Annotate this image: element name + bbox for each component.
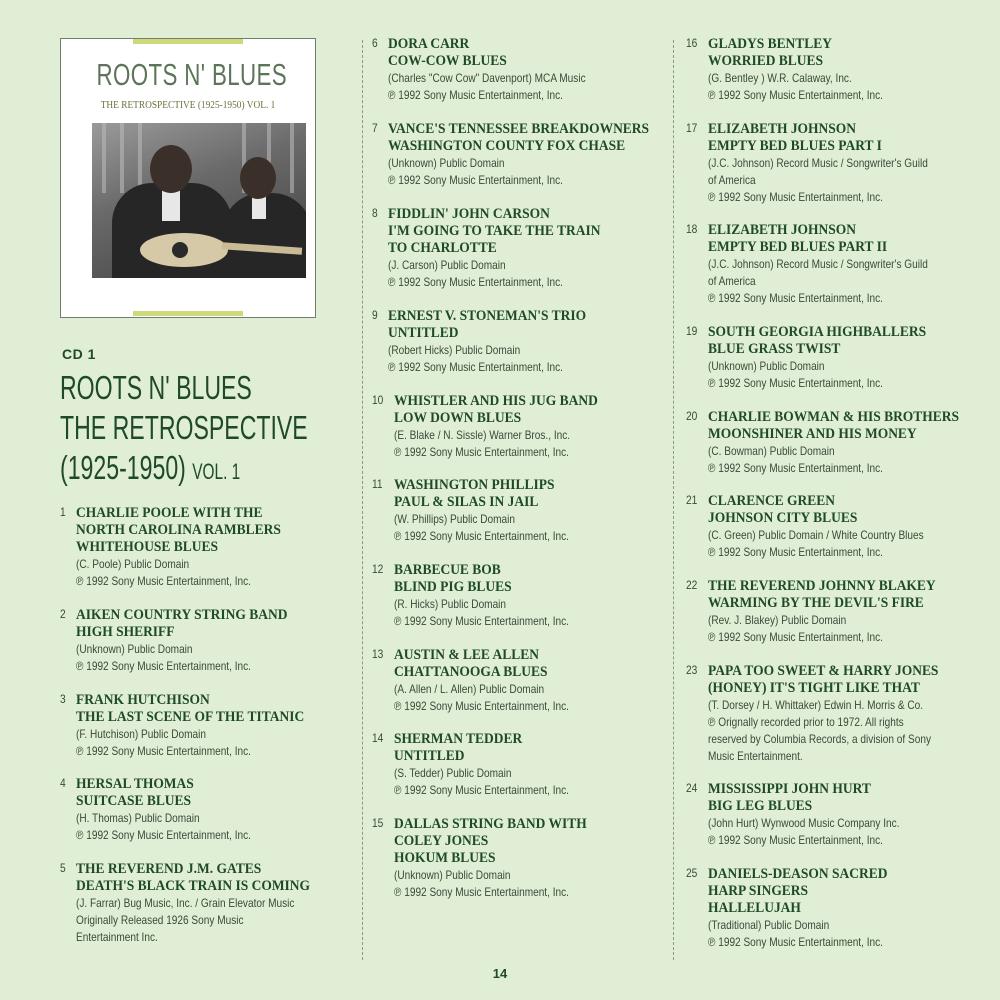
track-credit: (W. Phillips) Public Domain (394, 512, 515, 526)
track-credit: (A. Allen / L. Allen) Public Domain (394, 682, 545, 696)
track-artist: THE REVEREND J.M. GATES (76, 861, 262, 877)
track-number: 21 (686, 493, 698, 507)
track-10 (372, 393, 662, 461)
track-credit: (C. Bowman) Public Domain (708, 444, 835, 458)
track-artist: DORA CARR (388, 36, 470, 52)
heading-years: (1925-1950) (60, 449, 186, 486)
track-title: PAUL & SILAS IN JAIL (394, 494, 539, 510)
track-number: 20 (686, 409, 698, 423)
track-number: 12 (372, 562, 384, 576)
track-credit: Music Entertainment. (708, 749, 803, 763)
track-credit: ℗ 1992 Sony Music Entertainment, Inc. (388, 88, 563, 102)
heading-volume: VOL. 1 (192, 459, 241, 484)
track-artist: ELIZABETH JOHNSON (708, 222, 857, 238)
track-number: 15 (372, 816, 384, 830)
track-artist: AUSTIN & LEE ALLEN (394, 647, 540, 663)
track-credit: ℗ 1992 Sony Music Entertainment, Inc. (394, 783, 569, 797)
track-title: BLIND PIG BLUES (394, 579, 512, 595)
track-credit: (J.C. Johnson) Record Music / Songwriter's Guild (708, 257, 928, 271)
track-credit: (J. Farrar) Bug Music, Inc. / Grain Elevator Music (76, 896, 295, 910)
track-artist: THE REVEREND JOHNNY BLAKEY (708, 578, 936, 594)
track-credit: (J.C. Johnson) Record Music / Songwriter's Guild (708, 156, 928, 170)
track-credit: ℗ 1992 Sony Music Entertainment, Inc. (708, 291, 883, 305)
track-credit: ℗ Orignally recorded prior to 1972. All rights (708, 715, 904, 729)
track-number: 5 (60, 861, 66, 875)
track-credit: ℗ 1992 Sony Music Entertainment, Inc. (76, 659, 251, 673)
track-title: WORRIED BLUES (708, 53, 824, 69)
track-number: 14 (372, 731, 384, 745)
track-number: 3 (60, 692, 66, 706)
track-artist: DALLAS STRING BAND WITH (394, 816, 587, 832)
track-artist: AIKEN COUNTRY STRING BAND (76, 607, 288, 623)
track-credit: ℗ 1992 Sony Music Entertainment, Inc. (388, 360, 563, 374)
track-credit: (Unknown) Public Domain (394, 868, 511, 882)
heading-line-2: THE RETROSPECTIVE (60, 409, 308, 446)
track-6 (372, 36, 662, 104)
track-number: 10 (372, 393, 384, 407)
track-title: EMPTY BED BLUES PART II (708, 239, 888, 255)
track-3 (60, 692, 350, 760)
track-credit: of America (708, 274, 756, 288)
track-credit: (J. Carson) Public Domain (388, 258, 506, 272)
track-credit: (Unknown) Public Domain (76, 642, 193, 656)
track-credit: (C. Green) Public Domain / White Country Blues (708, 528, 924, 542)
track-title: EMPTY BED BLUES PART I (708, 138, 882, 154)
track-2 (60, 607, 350, 675)
page-number: 14 (492, 966, 508, 981)
track-number: 4 (60, 776, 66, 790)
cover-title: ROOTS N' BLUES (96, 57, 287, 92)
track-credit: (T. Dorsey / H. Whittaker) Edwin H. Morris & Co. (708, 698, 924, 712)
track-14 (372, 731, 662, 799)
track-number: 6 (372, 36, 378, 50)
track-title: HOKUM BLUES (394, 850, 496, 866)
track-16 (686, 36, 976, 104)
track-artist: DANIELS-DEASON SACRED (708, 866, 888, 882)
track-number: 13 (372, 647, 384, 661)
track-artist: BARBECUE BOB (394, 562, 501, 578)
track-artist: CLARENCE GREEN (708, 493, 836, 509)
track-title: WASHINGTON COUNTY FOX CHASE (388, 138, 626, 154)
column-divider-1 (362, 40, 363, 960)
track-credit: ℗ 1992 Sony Music Entertainment, Inc. (708, 545, 883, 559)
track-11 (372, 477, 662, 545)
track-number: 24 (686, 781, 698, 795)
track-7 (372, 121, 662, 189)
track-artist: FIDDLIN' JOHN CARSON (388, 206, 550, 222)
track-credit: (R. Hicks) Public Domain (394, 597, 507, 611)
track-credit: (Charles "Cow Cow" Davenport) MCA Music (388, 71, 586, 85)
track-5 (60, 861, 350, 946)
track-credit: reserved by Columbia Records, a division of Sony (708, 732, 931, 746)
track-artist: SOUTH GEORGIA HIGHBALLERS (708, 324, 927, 340)
track-13 (372, 647, 662, 715)
track-credit: ℗ 1992 Sony Music Entertainment, Inc. (708, 833, 883, 847)
track-22 (686, 578, 976, 646)
cover-accent-bar-top (133, 39, 243, 44)
track-artist: WHISTLER AND HIS JUG BAND (394, 393, 598, 409)
track-title: BIG LEG BLUES (708, 798, 813, 814)
track-credit: (S. Tedder) Public Domain (394, 766, 512, 780)
track-17 (686, 121, 976, 206)
track-number: 7 (372, 121, 378, 135)
track-21 (686, 493, 976, 561)
track-credit: ℗ 1992 Sony Music Entertainment, Inc. (708, 630, 883, 644)
track-title: DEATH'S BLACK TRAIN IS COMING (76, 878, 311, 894)
track-credit: ℗ 1992 Sony Music Entertainment, Inc. (76, 744, 251, 758)
cover-subtitle: THE RETROSPECTIVE (1925-1950) VOL. 1 (100, 99, 276, 111)
track-credit: Originally Released 1926 Sony Music (76, 913, 244, 927)
track-19 (686, 324, 976, 392)
track-artist: ERNEST V. STONEMAN'S TRIO (388, 308, 587, 324)
track-title: COW-COW BLUES (388, 53, 507, 69)
track-artist: PAPA TOO SWEET & HARRY JONES (708, 663, 939, 679)
track-artist: CHARLIE POOLE WITH THE (76, 505, 263, 521)
track-credit: (Traditional) Public Domain (708, 918, 830, 932)
track-credit: (Rev. J. Blakey) Public Domain (708, 613, 847, 627)
track-title: WARMING BY THE DEVIL'S FIRE (708, 595, 924, 611)
track-artist: HERSAL THOMAS (76, 776, 194, 792)
track-artist: WASHINGTON PHILLIPS (394, 477, 555, 493)
track-credit: (H. Thomas) Public Domain (76, 811, 200, 825)
track-artist: CHARLIE BOWMAN & HIS BROTHERS (708, 409, 960, 425)
track-title: THE LAST SCENE OF THE TITANIC (76, 709, 305, 725)
track-artist: ELIZABETH JOHNSON (708, 121, 857, 137)
track-number: 25 (686, 866, 698, 880)
track-title: CHATTANOOGA BLUES (394, 664, 548, 680)
track-credit: ℗ 1992 Sony Music Entertainment, Inc. (394, 529, 569, 543)
track-credit: (F. Hutchison) Public Domain (76, 727, 206, 741)
heading-line-3 (60, 448, 240, 492)
track-credit: ℗ 1992 Sony Music Entertainment, Inc. (394, 885, 569, 899)
track-credit: ℗ 1992 Sony Music Entertainment, Inc. (708, 190, 883, 204)
track-15 (372, 816, 662, 901)
track-credit: ℗ 1992 Sony Music Entertainment, Inc. (708, 461, 883, 475)
track-number: 17 (686, 121, 698, 135)
track-credit: (C. Poole) Public Domain (76, 557, 190, 571)
track-number: 9 (372, 308, 378, 322)
cd-label: CD 1 (62, 346, 96, 362)
track-credit: ℗ 1992 Sony Music Entertainment, Inc. (708, 935, 883, 949)
track-20 (686, 409, 976, 477)
track-number: 1 (60, 505, 66, 519)
track-credit: ℗ 1992 Sony Music Entertainment, Inc. (394, 614, 569, 628)
track-number: 22 (686, 578, 698, 592)
track-number: 11 (372, 477, 383, 491)
track-credit: of America (708, 173, 756, 187)
track-number: 8 (372, 206, 378, 220)
track-credit: (John Hurt) Wynwood Music Company Inc. (708, 816, 900, 830)
cover-photo (92, 123, 306, 278)
track-number: 16 (686, 36, 698, 50)
track-credit: ℗ 1992 Sony Music Entertainment, Inc. (394, 699, 569, 713)
track-title: (HONEY) IT'S TIGHT LIKE THAT (708, 680, 920, 696)
track-credit: ℗ 1992 Sony Music Entertainment, Inc. (708, 376, 883, 390)
track-artist: FRANK HUTCHISON (76, 692, 210, 708)
track-23 (686, 663, 976, 765)
track-4 (60, 776, 350, 844)
track-title: WHITEHOUSE BLUES (76, 539, 219, 555)
track-credit: ℗ 1992 Sony Music Entertainment, Inc. (76, 828, 251, 842)
track-8 (372, 206, 662, 291)
track-number: 23 (686, 663, 698, 677)
track-credit: (E. Blake / N. Sissle) Warner Bros., Inc. (394, 428, 571, 442)
track-24 (686, 781, 976, 849)
track-number: 19 (686, 324, 698, 338)
track-artist: VANCE'S TENNESSEE BREAKDOWNERS (388, 121, 650, 137)
album-cover (60, 38, 316, 318)
track-credit: ℗ 1992 Sony Music Entertainment, Inc. (76, 574, 251, 588)
track-title: SUITCASE BLUES (76, 793, 192, 809)
track-title: LOW DOWN BLUES (394, 410, 522, 426)
track-title: HALLELUJAH (708, 900, 801, 916)
cover-accent-bar-bottom (133, 311, 243, 316)
track-credit: ℗ 1992 Sony Music Entertainment, Inc. (388, 275, 563, 289)
track-title: UNTITLED (388, 325, 459, 341)
track-title: UNTITLED (394, 748, 465, 764)
track-artist: I'M GOING TO TAKE THE TRAIN (388, 223, 601, 239)
track-title: JOHNSON CITY BLUES (708, 510, 858, 526)
track-artist: MISSISSIPPI JOHN HURT (708, 781, 871, 797)
track-artist: GLADYS BENTLEY (708, 36, 833, 52)
track-credit: ℗ 1992 Sony Music Entertainment, Inc. (708, 88, 883, 102)
track-credit: (Unknown) Public Domain (708, 359, 825, 373)
track-artist: COLEY JONES (394, 833, 489, 849)
track-artist: SHERMAN TEDDER (394, 731, 523, 747)
heading-line-1: ROOTS N' BLUES (60, 369, 252, 406)
track-9 (372, 308, 662, 376)
track-credit: Entertainment Inc. (76, 930, 158, 944)
track-number: 2 (60, 607, 66, 621)
track-credit: ℗ 1992 Sony Music Entertainment, Inc. (394, 445, 569, 459)
track-1 (60, 505, 350, 590)
column-divider-2 (673, 40, 674, 960)
track-artist: HARP SINGERS (708, 883, 809, 899)
track-credit: (G. Bentley ) W.R. Calaway, Inc. (708, 71, 852, 85)
track-title: MOONSHINER AND HIS MONEY (708, 426, 917, 442)
track-credit: ℗ 1992 Sony Music Entertainment, Inc. (388, 173, 563, 187)
track-credit: (Unknown) Public Domain (388, 156, 505, 170)
track-number: 18 (686, 222, 698, 236)
track-25 (686, 866, 976, 951)
track-12 (372, 562, 662, 630)
track-title: BLUE GRASS TWIST (708, 341, 841, 357)
track-title: HIGH SHERIFF (76, 624, 175, 640)
track-title: TO CHARLOTTE (388, 240, 497, 256)
track-18 (686, 222, 976, 307)
track-credit: (Robert Hicks) Public Domain (388, 343, 521, 357)
track-artist: NORTH CAROLINA RAMBLERS (76, 522, 281, 538)
